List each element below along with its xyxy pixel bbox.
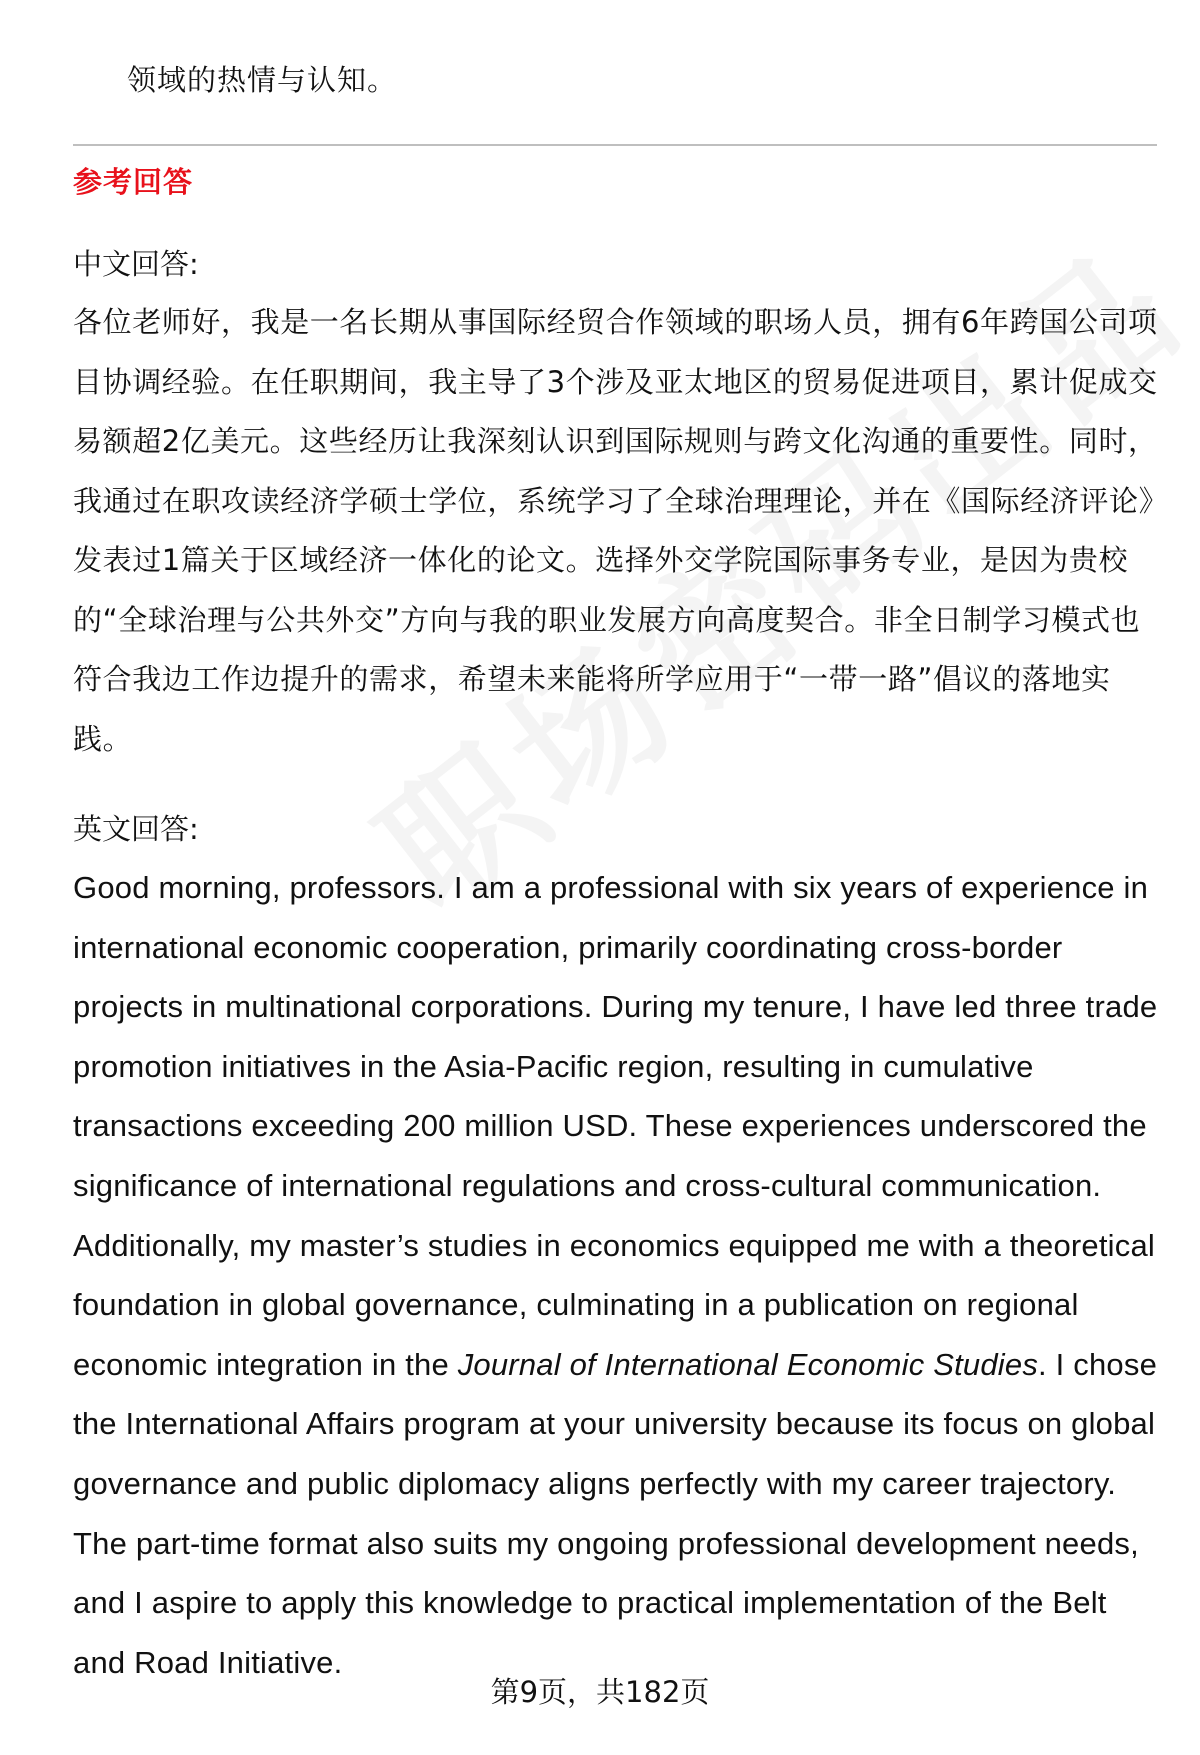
english-answer-text-part1: Good morning, professors. I am a professional with six years of experience in international economic cooperation, primarily coordinating cross-border projects in multinational corporations. During my tenure, I have led three trade promotion initiatives in the Asia-Pacific region, resulting in cumulative transactions exceeding 200 million USD. These experiences underscored the significance of international regulations and cross-cultural communication. Additionally, my master’s studies in economics equipped me with a theoretical foundation in global governance, culminating in a publication on regional economic integration in the (73, 870, 1158, 1382)
chinese-answer-label: 中文回答: (73, 247, 199, 281)
english-answer-text-part2: . I chose the International Affairs program at your university because its focus on global governance and public diplomacy aligns perfectly with my career trajectory. The part-time format also suits my ongoing professional development needs, and I aspire to apply this knowledge to practical implementation of the Belt and Road Initiative. (73, 1346, 1158, 1680)
english-answer-body (73, 858, 1163, 1692)
section-heading: 参考回答 (73, 165, 194, 199)
chinese-answer-body: 各位老师好，我是一名长期从事国际经贸合作领域的职场人员，拥有6年跨国公司项目协调经验。在任职期间，我主导了3个涉及亚太地区的贸易促进项目，累计促成交易额超2亿美元。这些经历让我深刻认识到国际规则与跨文化沟通的重要性。同时，我通过在职攻读经济学硕士学位，系统学习了全球治理理论，并在《国际经济评论》发表过1篇关于区域经济一体化的论文。选择外交学院国际事务专业，是因为贵校的“全球治理与公共外交”方向与我的职业发展方向高度契合。非全日制学习模式也符合我边工作边提升的需求，希望未来能将所学应用于“一带一路”倡议的落地实践。 (73, 305, 1158, 756)
journal-title: Journal of International Economic Studies (457, 1346, 1039, 1382)
carry-over-text: 领域的热情与认知。 (127, 63, 398, 97)
english-answer-label: 英文回答: (73, 812, 199, 846)
page-indicator: 第9页，共182页 (490, 1675, 710, 1709)
section-divider (73, 144, 1157, 146)
